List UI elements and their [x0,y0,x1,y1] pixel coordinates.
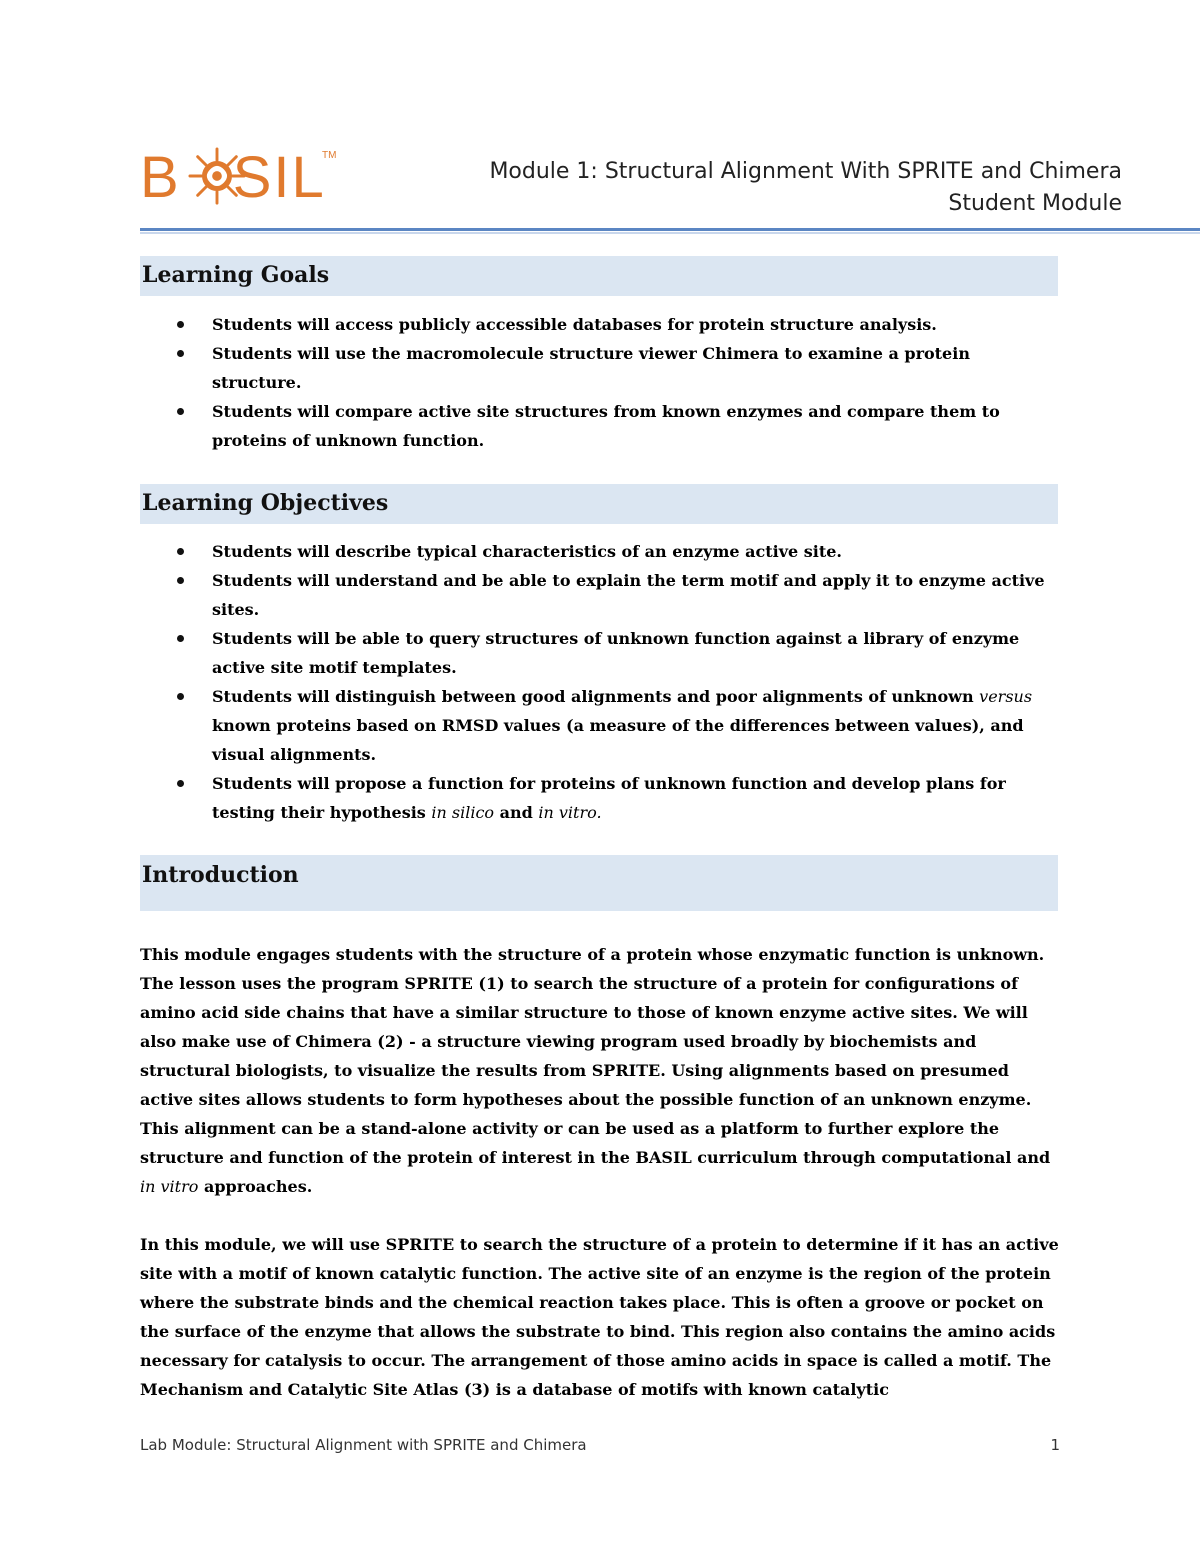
header-divider-shadow [140,232,1200,234]
logo-protein-icon [188,147,246,205]
module-header [489,156,1122,220]
header-divider [140,228,1200,231]
paragraph-text: This module engages students with the structure of a protein whose enzymatic function is unknown. The lesson uses the program SPRITE (1) to search the structure of a protein for configurations of amino acid side chains that have a similar structure to those of known enzyme active sites. We will also make use of Chimera (2) - a structure viewing program used broadly by biochemists and structural biologists, to visualize the results from SPRITE. Using alignments based on presumed active sites allows students to form hypotheses about the possible function of an unknown enzyme. This alignment can be a stand-alone activity or can be used as a platform to further explore the structure and function of the protein of interest in the BASIL curriculum through computational and [140,945,1051,1167]
list-item: Students will understand and be able to explain the term motif and apply it to enzyme active sites. [140,566,1060,624]
introduction-paragraph-1 [140,940,1065,1201]
basil-logo [140,143,340,213]
list-item: Students will use the macromolecule structure viewer Chimera to examine a protein structure. [140,339,1060,397]
page-number: 1 [1050,1436,1060,1454]
list-item-italic: in silico [431,803,495,822]
introduction-heading: Introduction [142,862,299,888]
footer-text: Lab Module: Structural Alignment with SPRITE and Chimera [140,1436,587,1454]
logo-letters-sil: SIL [232,145,326,210]
list-item-text: known proteins based on RMSD values (a measure of the differences between values), and visual alignments. [212,716,1024,764]
list-item-italic: versus [979,687,1033,706]
list-item-italic: in vitro. [538,803,602,822]
paragraph-text: approaches. [198,1177,313,1196]
learning-goals-heading: Learning Goals [142,262,330,288]
learning-objectives-heading: Learning Objectives [142,490,389,516]
learning-objectives-heading-bar [140,484,1058,524]
module-title: Module 1: Structural Alignment With SPRITE and Chimera [489,159,1122,184]
introduction-paragraph-2: In this module, we will use SPRITE to search the structure of a protein to determine if it has an active site with a motif of known catalytic function. The active site of an enzyme is the region of the protein where the substrate binds and the chemical reaction takes place. This is often a groove or pocket on the surface of the enzyme that allows the substrate to bind. This region also contains the amino acids necessary for catalysis to occur. The arrangement of those amino acids in space is called a motif. The Mechanism and Catalytic Site Atlas (3) is a database of motifs with known catalytic [140,1235,1059,1399]
paragraph-italic: in vitro [140,1177,199,1196]
list-item-text: and [494,803,539,822]
list-item: Students will describe typical characteristics of an enzyme active site. [140,537,1060,566]
list-item-text: Students will propose a function for proteins of unknown function and develop plans for testing their hypothesis [212,774,1006,822]
page-footer [140,1436,1060,1454]
list-item-text: Students will distinguish between good alignments and poor alignments of unknown [212,687,980,706]
trademark-mark: TM [322,150,337,161]
learning-goals-list [140,310,1060,455]
module-subtitle: Student Module [948,191,1122,216]
learning-objectives-list [140,537,1060,827]
list-item [140,682,1060,769]
list-item: Students will be able to query structures of unknown function against a library of enzyme active site motif templates. [140,624,1060,682]
introduction-heading-bar [140,855,1058,911]
list-item [140,769,1060,827]
list-item: Students will access publicly accessible databases for protein structure analysis. [140,310,1060,339]
logo-letter-b: B [140,145,181,210]
list-item: Students will compare active site structures from known enzymes and compare them to proteins of unknown function. [140,397,1060,455]
learning-goals-heading-bar [140,256,1058,296]
